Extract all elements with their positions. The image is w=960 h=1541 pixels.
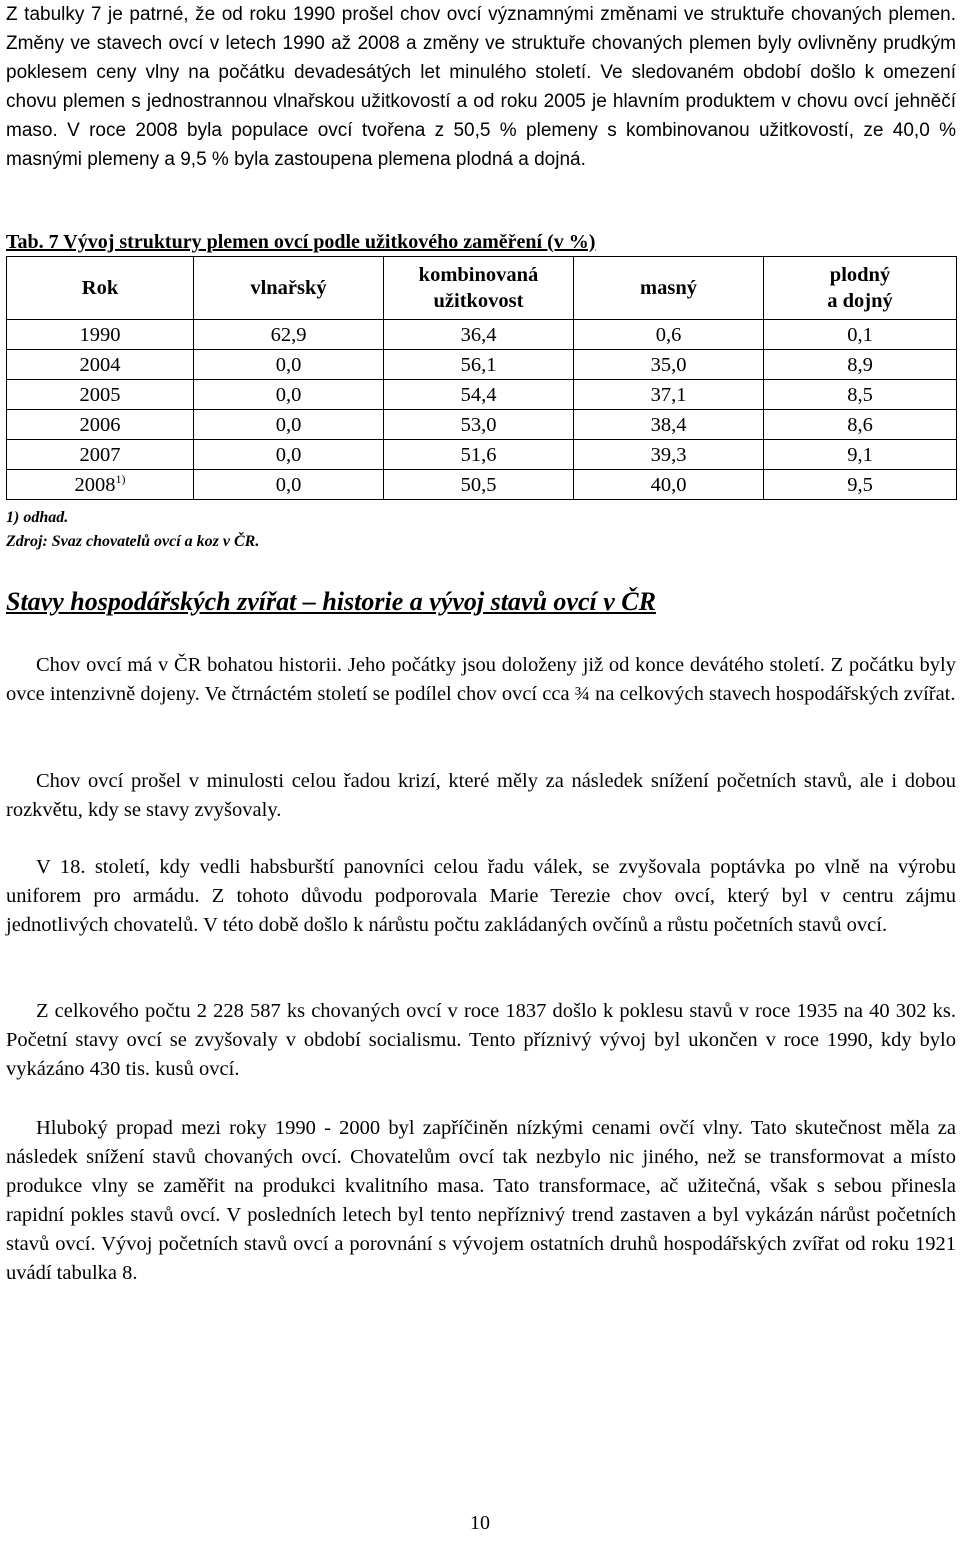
header-dairy	[764, 257, 957, 320]
cell-wool: 0,0	[194, 380, 384, 410]
cell-year	[7, 440, 194, 470]
header-combined-line2: užitkovost	[433, 290, 524, 312]
cell-meat: 38,4	[574, 410, 764, 440]
table-row	[7, 470, 957, 500]
cell-meat: 40,0	[574, 470, 764, 500]
cell-wool: 0,0	[194, 410, 384, 440]
year-value: 2005	[79, 383, 121, 406]
body-paragraph-1: Chov ovcí má v ČR bohatou historii. Jeho počátky jsou doloženy již od konce devátého století. Z počátku byly ovce intenzivně dojeny. Ve čtrnáctém století se podílel chov ovcí cca ¾ na celkových stavech hospodářských zvířat.	[6, 654, 956, 705]
table-row	[7, 380, 957, 410]
body-paragraph-4: Z celkového počtu 2 228 587 ks chovaných ovcí v roce 1837 došlo k poklesu stavů v roce 1935 na 40 302 ks. Početní stavy ovcí se zvyšovaly v období socialismu. Tento příznivý vývoj byl ukončen v roce 1990, kdy bylo vykázáno 430 tis. kusů ovcí.	[6, 1000, 956, 1080]
body-paragraph-5: Hluboký propad mezi roky 1990 - 2000 byl zapříčiněn nízkými cenami ovčí vlny. Tato skutečnost měla za následek snížení stavů chovaných ovcí. Chovatelům ovcí tak nezbylo nic jiného, než se transformovat a místo produkce vlny se zaměřit na produkci kvalitního masa. Tato transformace, ač užitečná, však s sebou přinesla rapidní pokles stavů ovcí. V posledních letech byl tento nepříznivý trend zastaven a byl vykázán nárůst početních stavů ovcí. Vývoj početních stavů ovcí a porovnání s vývojem ostatních druhů hospodářských zvířat od roku 1921 uvádí tabulka 8.	[6, 1117, 956, 1284]
year-value: 2004	[79, 353, 121, 376]
header-year: Rok	[7, 257, 194, 320]
header-wool: vlnařský	[194, 257, 384, 320]
cell-dairy: 9,5	[764, 470, 957, 500]
header-dairy-line1: plodný	[829, 264, 891, 286]
header-dairy-line2: a dojný	[827, 290, 893, 312]
table-row	[7, 350, 957, 380]
cell-combined: 51,6	[384, 440, 574, 470]
cell-dairy: 8,9	[764, 350, 957, 380]
body-paragraph-2: Chov ovcí prošel v minulosti celou řadou krizí, které měly za následek snížení početních stavů, ale i dobou rozkvětu, kdy se stavy zvyšovaly.	[6, 770, 956, 821]
table-row	[7, 320, 957, 350]
cell-year	[7, 410, 194, 440]
cell-meat: 39,3	[574, 440, 764, 470]
cell-year	[7, 380, 194, 410]
footnote-marker: 1)	[115, 471, 126, 486]
cell-wool: 62,9	[194, 320, 384, 350]
cell-combined: 54,4	[384, 380, 574, 410]
cell-combined: 36,4	[384, 320, 574, 350]
table-footnote: 1) odhad.	[6, 509, 69, 526]
table-source: Zdroj: Svaz chovatelů ovcí a koz v ČR.	[6, 533, 260, 550]
cell-combined: 50,5	[384, 470, 574, 500]
section-heading: Stavy hospodářských zvířat – historie a vývoj stavů ovcí v ČR	[6, 587, 656, 616]
header-meat: masný	[574, 257, 764, 320]
table-row	[7, 440, 957, 470]
body-paragraph-3: V 18. století, kdy vedli habsburští panovníci celou řadu válek, se zvyšovala poptávka po vlně na výrobu uniforem pro armádu. Z tohoto důvodu podporovala Marie Terezie chov ovcí, který byl v centru zájmu jednotlivých chovatelů. V této době došlo k nárůstu počtu zakládaných ovčínů a růstu početních stavů ovcí.	[6, 856, 956, 936]
header-combined-line1: kombinovaná	[418, 264, 539, 286]
cell-wool: 0,0	[194, 350, 384, 380]
cell-meat: 37,1	[574, 380, 764, 410]
intro-paragraph: Z tabulky 7 je patrné, že od roku 1990 prošel chov ovcí významnými změnami ve struktuře chovaných plemen. Změny ve stavech ovcí v letech 1990 až 2008 a změny ve struktuře chovaných plemen byly ovlivněny prudkým poklesem ceny vlny na počátku devadesátých let minulého století. Ve sledovaném období došlo k omezení chovu plemen s jednostrannou vlnařskou užitkovostí a od roku 2005 je hlavním produktem v chovu ovcí jehněčí maso. V roce 2008 byla populace ovcí tvořena z 50,5 % plemeny s kombinovanou užitkovostí, ze 40,0 % masnými plemeny a 9,5 % byla zastoupena plemena plodná a dojná.	[6, 4, 956, 170]
table-caption: Tab. 7 Vývoj struktury plemen ovcí podle užitkového zaměření (v %)	[6, 231, 596, 253]
table-header-row	[7, 257, 957, 320]
cell-year	[7, 320, 194, 350]
cell-wool: 0,0	[194, 470, 384, 500]
cell-dairy: 8,5	[764, 380, 957, 410]
cell-dairy: 8,6	[764, 410, 957, 440]
cell-meat: 0,6	[574, 320, 764, 350]
cell-meat: 35,0	[574, 350, 764, 380]
cell-dairy: 0,1	[764, 320, 957, 350]
cell-year	[7, 470, 194, 500]
cell-wool: 0,0	[194, 440, 384, 470]
cell-year	[7, 350, 194, 380]
year-value: 2007	[79, 443, 121, 466]
year-value: 2008	[74, 473, 116, 496]
breed-structure-table	[6, 256, 957, 500]
table-row	[7, 410, 957, 440]
header-combined	[384, 257, 574, 320]
year-value: 2006	[79, 413, 121, 436]
cell-combined: 53,0	[384, 410, 574, 440]
page-number: 10	[470, 1512, 490, 1534]
table-notes	[6, 506, 259, 554]
cell-combined: 56,1	[384, 350, 574, 380]
cell-dairy: 9,1	[764, 440, 957, 470]
year-value: 1990	[79, 323, 121, 346]
